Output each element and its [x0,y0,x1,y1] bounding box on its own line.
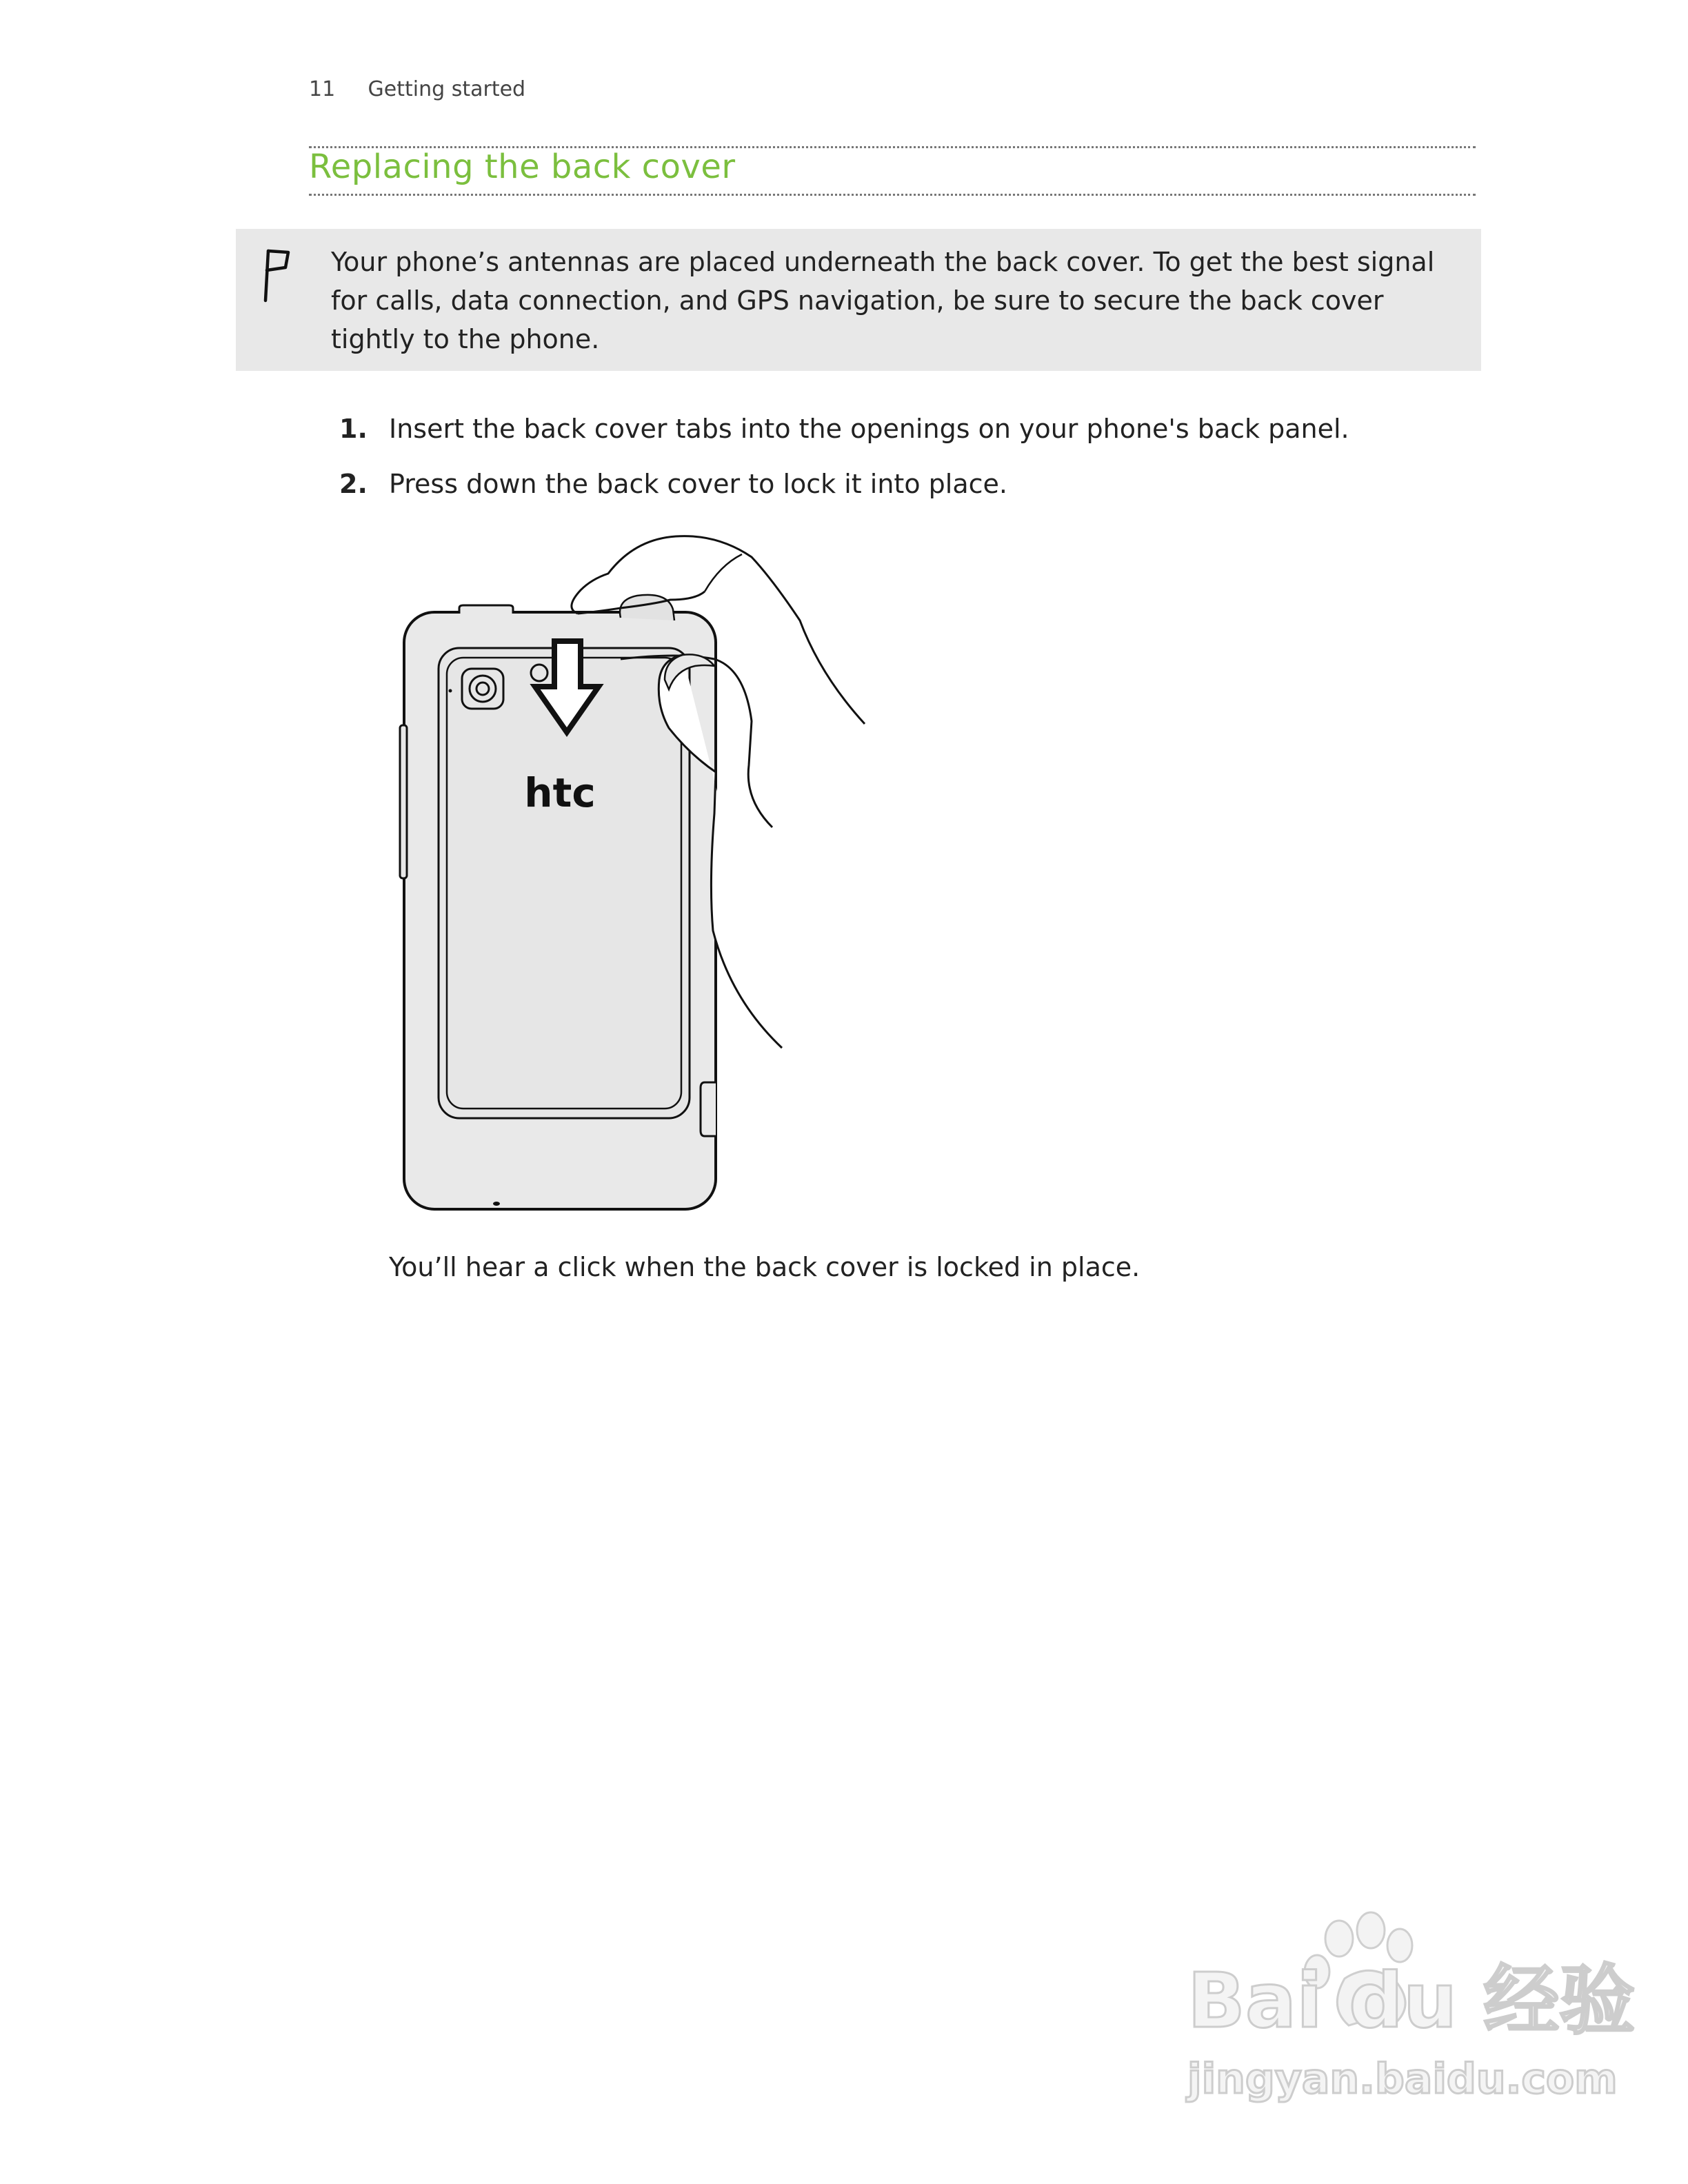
bottom-divider [309,194,1476,196]
chapter-title: Getting started [368,77,526,101]
note-text: Your phone’s antennas are placed underneath the back cover. To get the best signal for calls, data connection, and GPS navigation, be sure to secure the back cover tightly to the phone. [331,247,1435,354]
flag-icon [262,247,292,307]
result-note: You’ll hear a click when the back cover is locked in place. [389,1252,1141,1282]
side-slot [701,1082,716,1136]
step-text: Insert the back cover tabs into the openings on your phone's back panel. [389,414,1349,444]
section-title: Replacing the back cover [309,148,736,186]
step-2 [339,465,1007,503]
note-box [236,229,1481,371]
top-button [459,605,513,614]
htc-logo: htc [524,769,596,816]
step-1 [339,410,1349,448]
watermark-brand: Bai du 经验 [1187,1957,1636,2045]
step-number: 1. [339,414,368,444]
page-header [309,77,525,101]
volume-button [400,725,407,878]
watermark-url: jingyan.baidu.com [1187,2055,1618,2103]
phone-back-cover-illustration [386,524,883,1220]
step-text: Press down the back cover to lock it into place. [389,469,1007,499]
mic-hole [493,1202,500,1206]
step-number: 2. [339,469,368,499]
page-number: 11 [309,77,336,101]
baidu-watermark [1172,1903,1636,2110]
